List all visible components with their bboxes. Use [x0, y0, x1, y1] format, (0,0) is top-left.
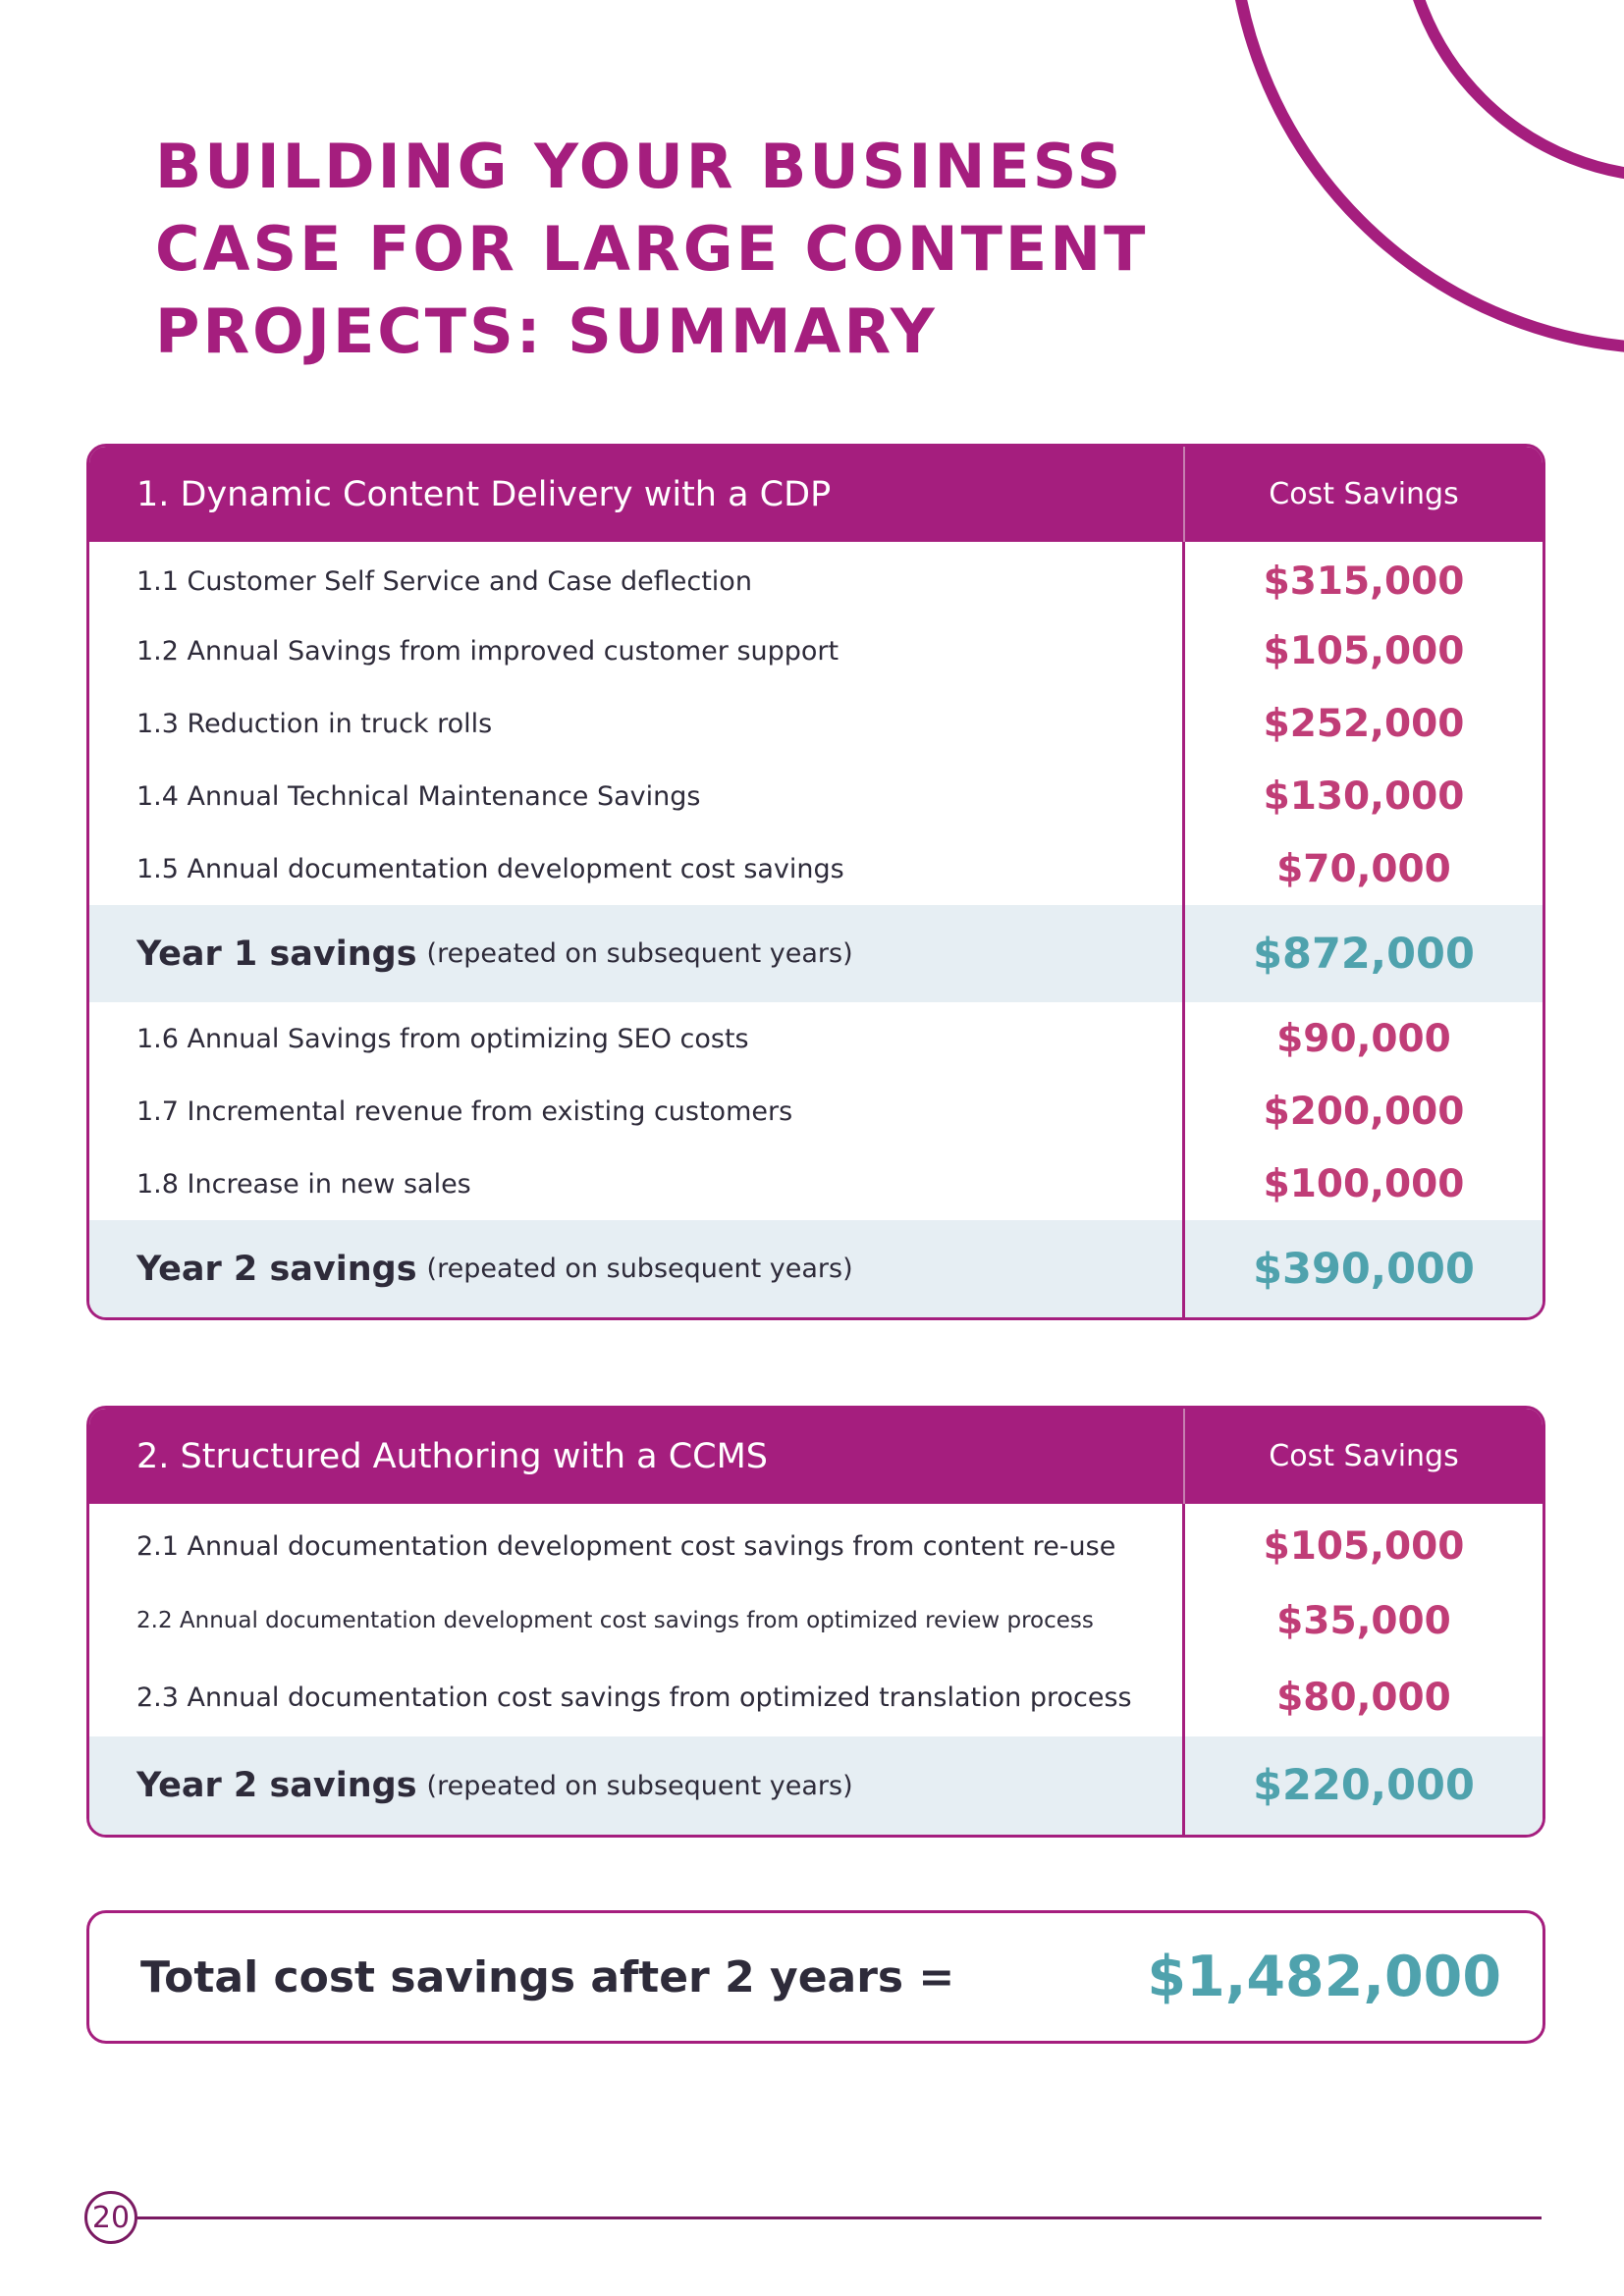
- subtotal-title: Year 1 savings: [136, 934, 417, 974]
- row-value: $90,000: [1276, 1016, 1451, 1061]
- subtotal-label: [89, 1736, 1185, 1835]
- subtotal-note: (repeated on subsequent years): [426, 938, 853, 969]
- row-label: 1.3 Reduction in truck rolls: [89, 687, 1185, 760]
- subtotal-value: $220,000: [1253, 1761, 1475, 1810]
- footer-divider: [137, 2216, 1542, 2219]
- row-label: 1.1 Customer Self Service and Case deflection: [89, 542, 1185, 614]
- row-value: $35,000: [1276, 1598, 1451, 1643]
- row-label: 1.6 Annual Savings from optimizing SEO costs: [89, 1002, 1185, 1075]
- row-value: $252,000: [1263, 701, 1465, 746]
- ccms-savings-table: [86, 1406, 1545, 1838]
- table-header: [89, 447, 1543, 542]
- row-value: $200,000: [1263, 1089, 1465, 1134]
- table-row: [89, 832, 1543, 905]
- grand-total-box: [86, 1910, 1545, 2044]
- row-label: 1.2 Annual Savings from improved customer support: [89, 614, 1185, 687]
- row-value: $70,000: [1276, 846, 1451, 891]
- subtotal-row: [89, 905, 1543, 1002]
- table-header: [89, 1409, 1543, 1504]
- row-label: 2.2 Annual documentation development cost savings from optimized review process: [89, 1583, 1185, 1658]
- table-row: [89, 614, 1543, 687]
- table-row: [89, 1504, 1543, 1583]
- subtotal-title: Year 2 savings: [136, 1249, 417, 1289]
- row-value: $80,000: [1276, 1675, 1451, 1720]
- subtotal-value: $390,000: [1253, 1244, 1475, 1294]
- table-row: [89, 1002, 1543, 1075]
- page-title: [155, 126, 1148, 373]
- subtotal-title: Year 2 savings: [136, 1766, 417, 1805]
- subtotal-row: [89, 1220, 1543, 1317]
- page-title-line-2: CASE FOR LARGE CONTENT: [155, 213, 1149, 285]
- section-heading: 1. Dynamic Content Delivery with a CDP: [89, 447, 1185, 542]
- subtotal-note: (repeated on subsequent years): [426, 1254, 853, 1284]
- row-label: 1.4 Annual Technical Maintenance Savings: [89, 760, 1185, 832]
- table-row: [89, 760, 1543, 832]
- page-title-line-3: PROJECTS: SUMMARY: [155, 295, 938, 367]
- table-row: [89, 1658, 1543, 1736]
- row-value: $105,000: [1263, 628, 1465, 673]
- subtotal-note: (repeated on subsequent years): [426, 1770, 853, 1801]
- section-heading: 2. Structured Authoring with a CCMS: [89, 1409, 1185, 1504]
- grand-total-label: Total cost savings after 2 years =: [140, 1951, 955, 2002]
- table-row: [89, 1148, 1543, 1220]
- row-value: $100,000: [1263, 1161, 1465, 1206]
- row-value: $315,000: [1263, 559, 1465, 604]
- table-row: [89, 1075, 1543, 1148]
- table-row: [89, 1583, 1543, 1658]
- cdp-savings-table: [86, 444, 1545, 1320]
- table-row: [89, 687, 1543, 760]
- page-title-line-1: BUILDING YOUR BUSINESS: [155, 131, 1124, 202]
- row-label: 1.7 Incremental revenue from existing customers: [89, 1075, 1185, 1148]
- column-label: Cost Savings: [1269, 477, 1459, 511]
- row-label: 1.5 Annual documentation development cost savings: [89, 832, 1185, 905]
- row-value: $130,000: [1263, 774, 1465, 819]
- subtotal-label: [89, 1220, 1185, 1317]
- page-number: 20: [84, 2191, 137, 2244]
- row-label: 1.8 Increase in new sales: [89, 1148, 1185, 1220]
- row-label: 2.1 Annual documentation development cost savings from content re-use: [89, 1504, 1185, 1583]
- subtotal-value: $872,000: [1253, 929, 1475, 979]
- row-value: $105,000: [1263, 1524, 1465, 1569]
- subtotal-row: [89, 1736, 1543, 1835]
- table-row: [89, 542, 1543, 614]
- column-label: Cost Savings: [1269, 1439, 1459, 1473]
- row-label: 2.3 Annual documentation cost savings from optimized translation process: [89, 1658, 1185, 1736]
- grand-total-value: $1,482,000: [1147, 1945, 1501, 2009]
- subtotal-label: [89, 905, 1185, 1002]
